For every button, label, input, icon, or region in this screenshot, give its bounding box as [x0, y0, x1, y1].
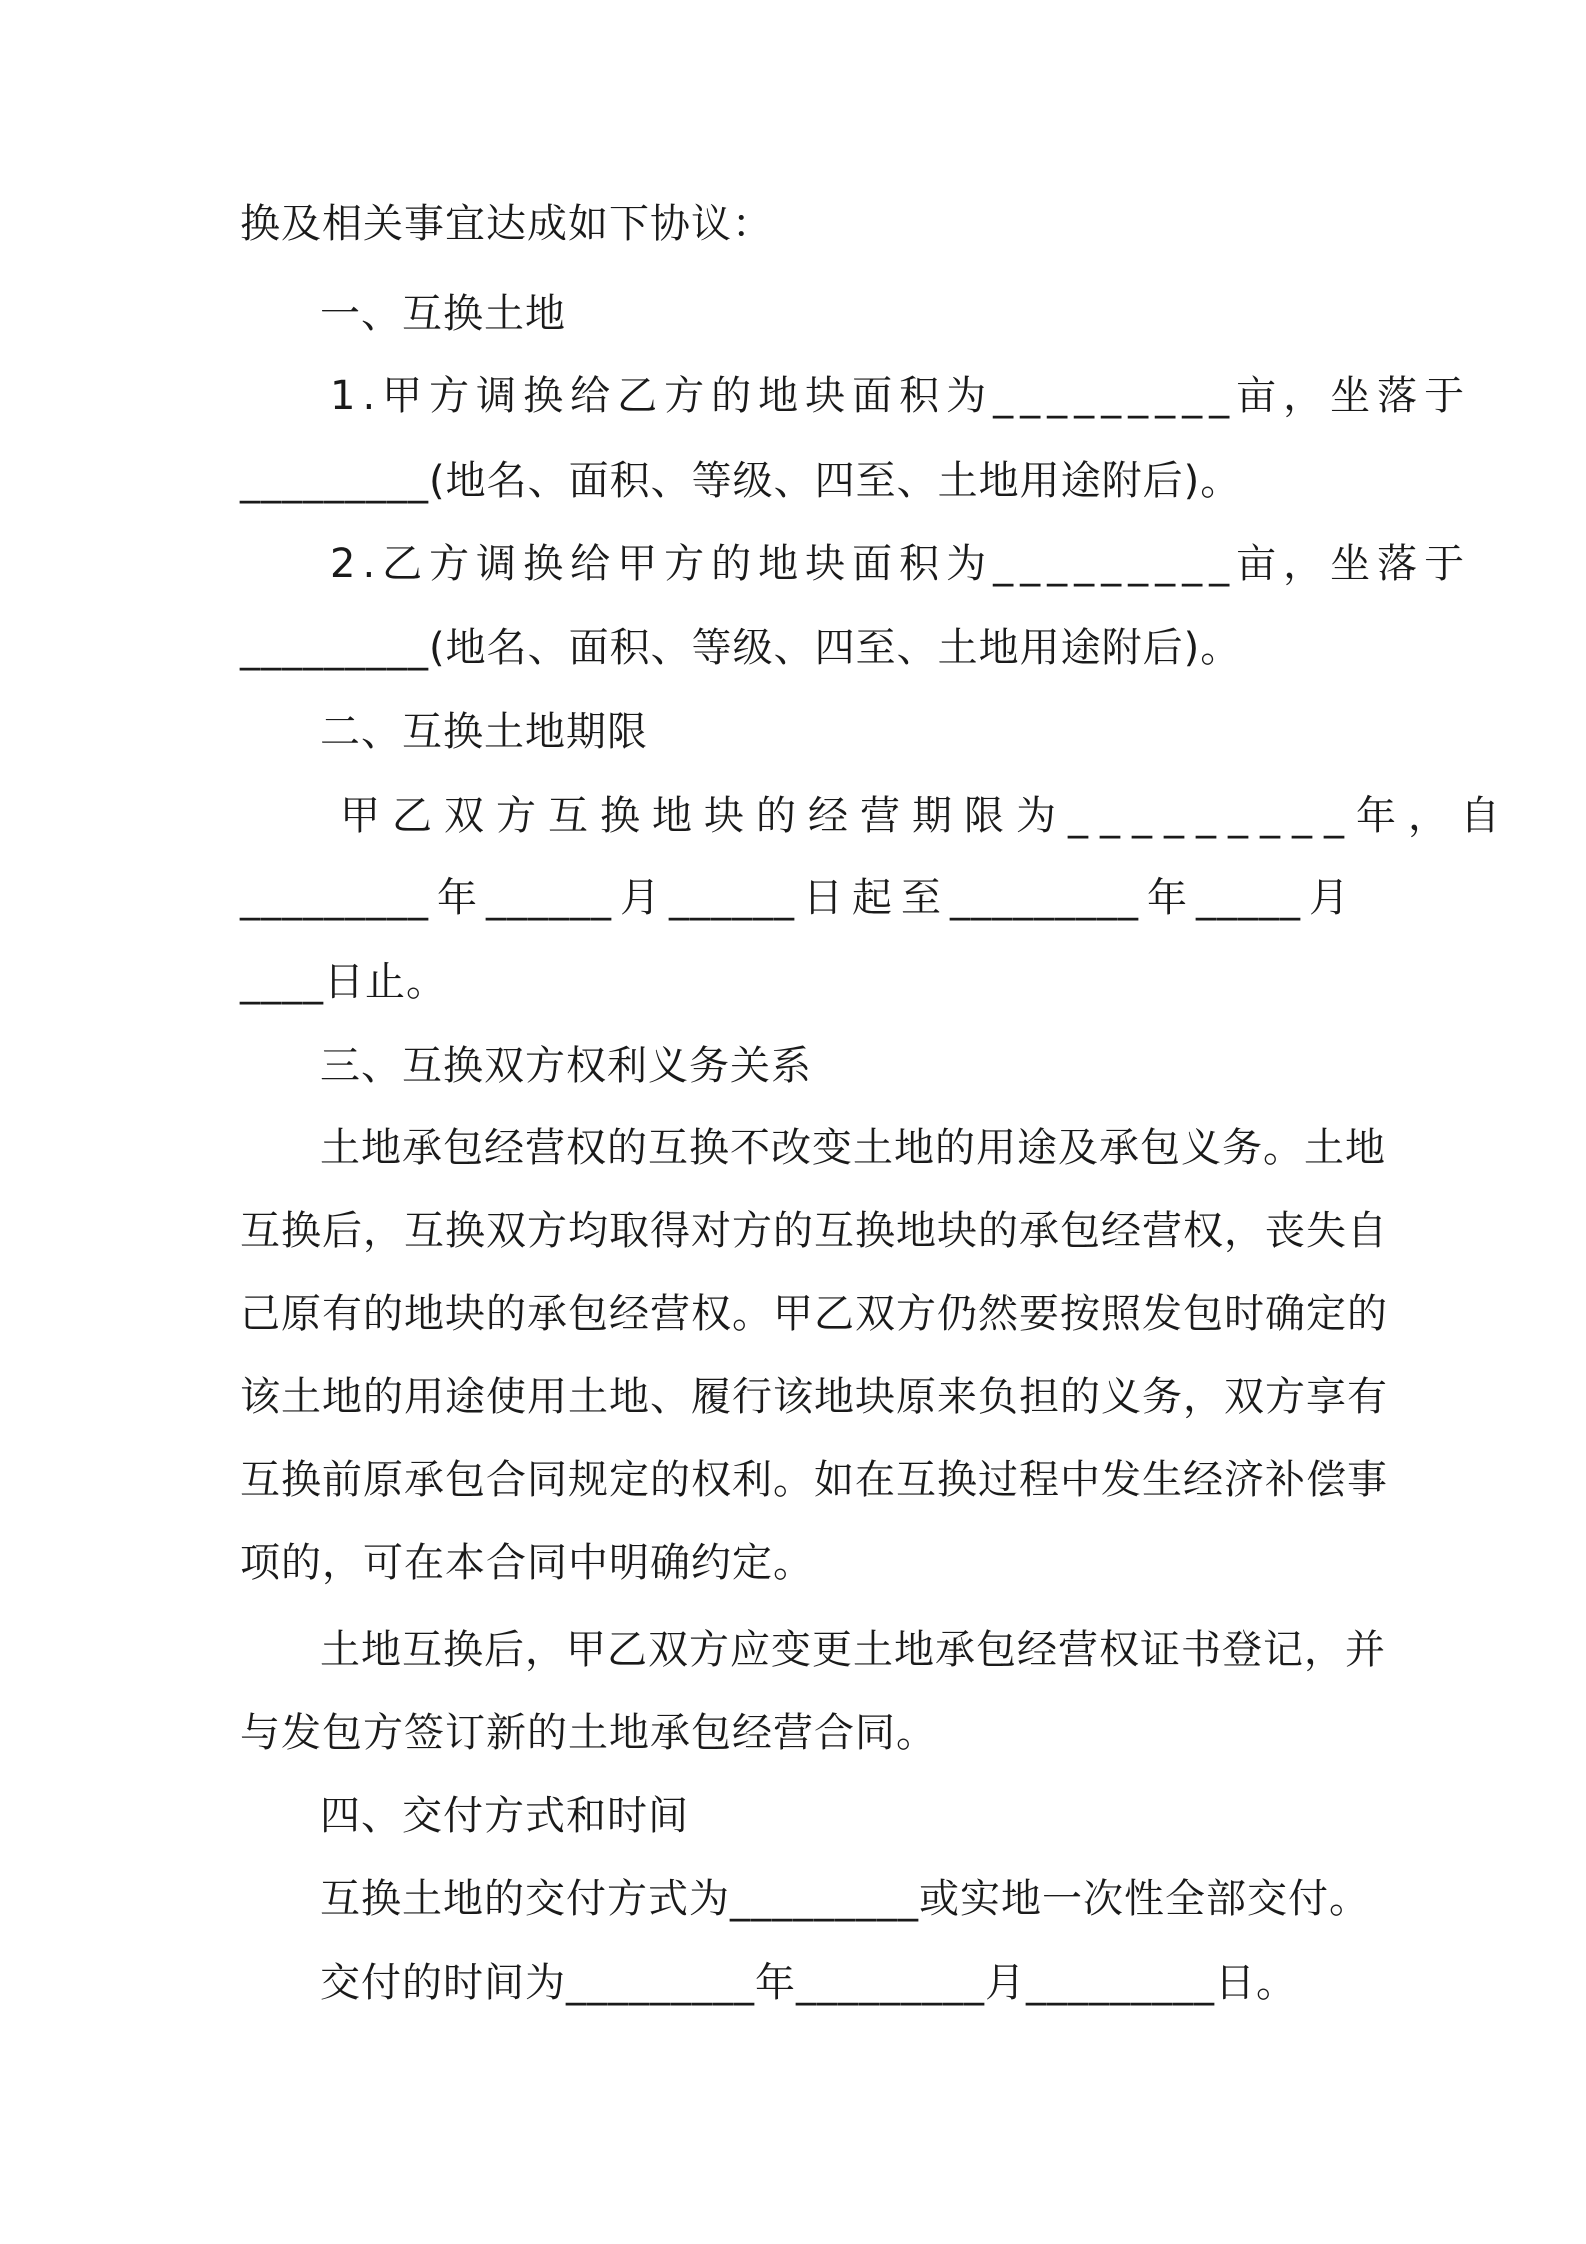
clause-2-line-2: _________(地名、面积、等级、四至、土地用途附后)。 [240, 625, 1242, 671]
clause-1-line-1: 1.甲方调换给乙方的地块面积为_________亩，坐落于 [330, 373, 1472, 419]
clause-1-line-2: _________(地名、面积、等级、四至、土地用途附后)。 [240, 458, 1242, 504]
rights-para-1-line-3: 己原有的地块的承包经营权。甲乙双方仍然要按照发包时确定的 [240, 1291, 1388, 1337]
rights-para-1-line-6: 项的，可在本合同中明确约定。 [240, 1540, 814, 1586]
rights-para-1-line-4: 该土地的用途使用土地、履行该地块原来负担的义务，双方享有 [240, 1374, 1388, 1420]
clause-2-line-1: 2.乙方调换给甲方的地块面积为_________亩，坐落于 [330, 541, 1472, 587]
rights-para-2-line-2: 与发包方签订新的土地承包经营合同。 [240, 1710, 937, 1756]
section-heading-2: 二、互换土地期限 [320, 709, 648, 755]
section-heading-3: 三、互换双方权利义务关系 [320, 1043, 812, 1089]
delivery-method-line: 互换土地的交付方式为_________或实地一次性全部交付。 [320, 1876, 1370, 1922]
section-heading-1: 一、互换土地 [320, 291, 566, 337]
term-line-3: ____日止。 [240, 959, 447, 1005]
delivery-time-line: 交付的时间为_________年_________月_________日。 [320, 1960, 1297, 2006]
rights-para-1-line-1: 土地承包经营权的互换不改变土地的用途及承包义务。土地 [320, 1125, 1386, 1171]
term-line-1: 甲乙双方互换地块的经营期限为_________年，自 [340, 793, 1512, 839]
term-line-2: _________年______月______日起至_________年_____月 [240, 875, 1350, 921]
intro-line: 换及相关事宜达成如下协议： [240, 201, 773, 247]
rights-para-2-line-1: 土地互换后，甲乙双方应变更土地承包经营权证书登记，并 [320, 1627, 1386, 1673]
section-heading-4: 四、交付方式和时间 [320, 1793, 689, 1839]
rights-para-1-line-2: 互换后，互换双方均取得对方的互换地块的承包经营权，丧失自 [240, 1208, 1388, 1254]
rights-para-1-line-5: 互换前原承包合同规定的权利。如在互换过程中发生经济补偿事 [240, 1457, 1388, 1503]
